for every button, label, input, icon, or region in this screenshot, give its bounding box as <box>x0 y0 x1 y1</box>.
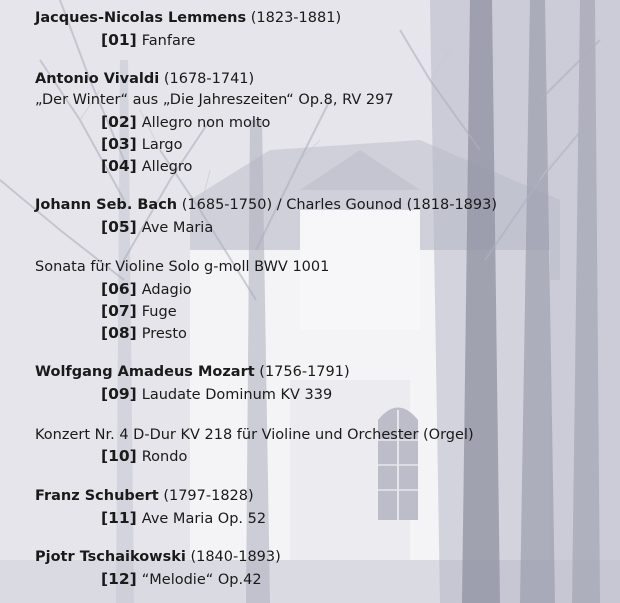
track-item <box>101 384 332 405</box>
track-number: [11] <box>101 509 137 527</box>
track-item <box>101 446 187 467</box>
track-title: Rondo <box>141 449 188 465</box>
track-title: Ave Maria <box>141 220 214 236</box>
track-item <box>101 508 266 529</box>
track-number: [10] <box>101 447 137 465</box>
track-title: Allegro <box>141 159 193 175</box>
composer-heading <box>35 486 254 506</box>
track-item <box>101 569 262 590</box>
track-number: [02] <box>101 113 137 131</box>
track-title: Allegro non molto <box>141 115 271 131</box>
track-item <box>101 30 195 51</box>
work-title: Sonata für Violine Solo g-moll BWV 1001 <box>35 259 330 275</box>
composer-name: Wolfgang Amadeus Mozart <box>35 364 255 380</box>
track-item <box>101 217 213 238</box>
composer-heading <box>35 547 281 567</box>
track-title: Fanfare <box>141 33 196 49</box>
composer-name: Jacques-Nicolas Lemmens <box>35 10 247 26</box>
composer-dates: (1797-1828) <box>163 488 254 504</box>
composer-heading <box>35 195 497 215</box>
work-title: Konzert Nr. 4 D-Dur KV 218 für Violine und Orchester (Orgel) <box>35 427 474 443</box>
track-title: Ave Maria Op. 52 <box>141 511 267 527</box>
track-number: [09] <box>101 385 137 403</box>
composer-dates: (1823-1881) <box>250 10 342 26</box>
composer-name: Johann Seb. Bach <box>35 197 178 213</box>
composer-name: Franz Schubert <box>35 488 159 504</box>
track-title: “Melodie“ Op.42 <box>141 572 262 588</box>
track-item <box>101 279 192 300</box>
composer-heading <box>35 362 350 382</box>
track-title: Fuge <box>141 304 177 320</box>
track-title: Largo <box>141 137 183 153</box>
composer-name: Antonio Vivaldi <box>35 71 160 87</box>
composer-dates: (1678-1741) <box>163 71 255 87</box>
track-item <box>101 323 187 344</box>
track-number: [06] <box>101 280 137 298</box>
track-item <box>101 301 177 322</box>
track-number: [04] <box>101 157 137 175</box>
composer-name: Pjotr Tschaikowski <box>35 549 186 565</box>
track-item <box>101 156 192 177</box>
track-number: [03] <box>101 135 137 153</box>
track-number: [08] <box>101 324 137 342</box>
track-number: [05] <box>101 218 137 236</box>
composer-heading <box>35 69 254 89</box>
composer-heading <box>35 8 341 28</box>
composer-dates: (1756-1791) <box>259 364 350 380</box>
track-number: [01] <box>101 31 137 49</box>
track-number: [12] <box>101 570 137 588</box>
composer-dates: (1685-1750) / Charles Gounod (1818-1893) <box>181 197 497 213</box>
composer-dates: (1840-1893) <box>190 549 281 565</box>
track-title: Laudate Dominum KV 339 <box>141 387 333 403</box>
track-number: [07] <box>101 302 137 320</box>
work-title: „Der Winter“ aus „Die Jahreszeiten“ Op.8, RV 297 <box>35 92 394 108</box>
track-title: Presto <box>141 326 187 342</box>
track-title: Adagio <box>141 282 192 298</box>
track-item <box>101 134 183 155</box>
track-item <box>101 112 270 133</box>
